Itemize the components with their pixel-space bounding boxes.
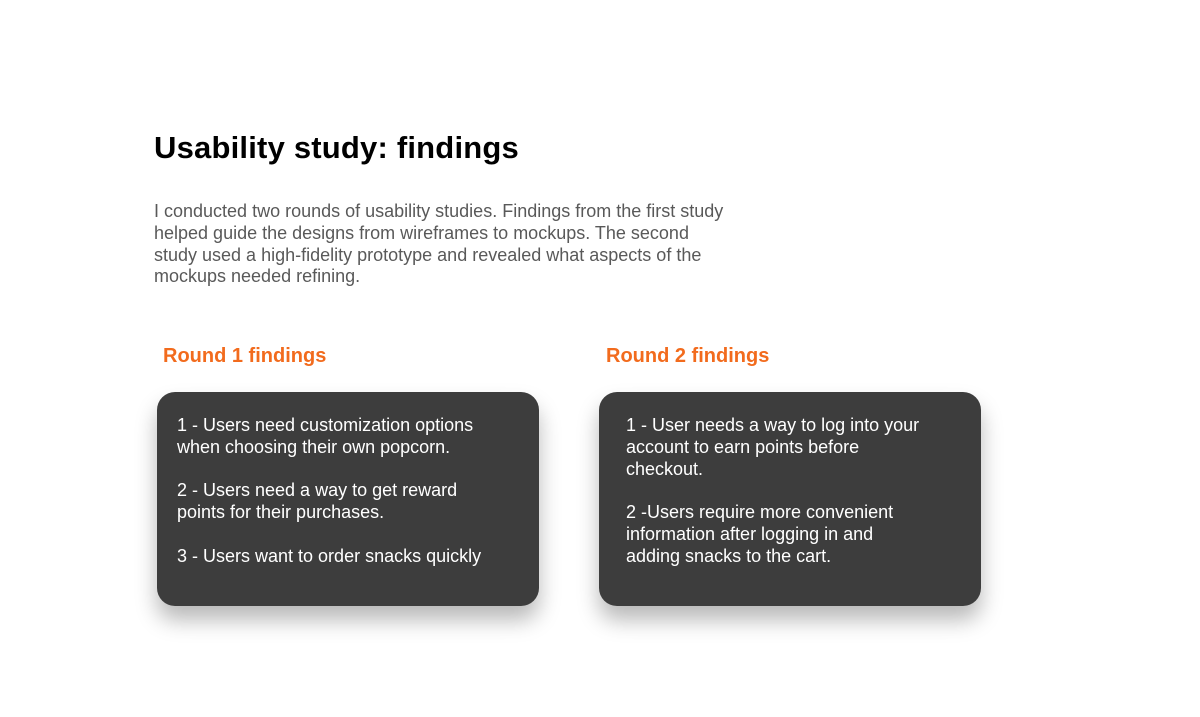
round-2-findings-card	[599, 392, 981, 606]
finding-line: 1 - User needs a way to log into your	[626, 415, 920, 435]
finding-item	[626, 415, 971, 480]
finding-line: account to earn points before	[626, 436, 860, 457]
finding-line: 2 - Users need a way to get reward	[177, 480, 458, 501]
finding-line: 2 -Users require more convenient	[626, 502, 894, 523]
intro-paragraph	[154, 201, 844, 288]
page-title: Usability study: findings	[154, 130, 519, 165]
finding-line: adding snacks to the cart.	[626, 545, 832, 566]
intro-line: mockups needed refining.	[154, 266, 361, 287]
finding-line: checkout.	[626, 458, 704, 479]
intro-line: study used a high-fidelity prototype and revealed what aspects of the	[154, 244, 702, 265]
round-1-heading: Round 1 findings	[163, 345, 327, 367]
finding-line: when choosing their own popcorn.	[177, 436, 451, 457]
finding-item	[177, 415, 529, 459]
round-1-findings-card	[157, 392, 539, 606]
intro-line: helped guide the designs from wireframes to mockups. The second	[154, 222, 689, 243]
finding-line: 1 - Users need customization options	[177, 415, 474, 435]
finding-item	[626, 502, 971, 567]
intro-line: I conducted two rounds of usability studies. Findings from the first study	[154, 201, 724, 221]
finding-line: 3 - Users want to order snacks quickly	[177, 545, 482, 566]
finding-line: points for their purchases.	[177, 502, 385, 523]
finding-line: information after logging in and	[626, 523, 874, 544]
finding-item	[177, 480, 529, 524]
finding-item	[177, 546, 529, 568]
round-2-heading: Round 2 findings	[606, 345, 770, 367]
